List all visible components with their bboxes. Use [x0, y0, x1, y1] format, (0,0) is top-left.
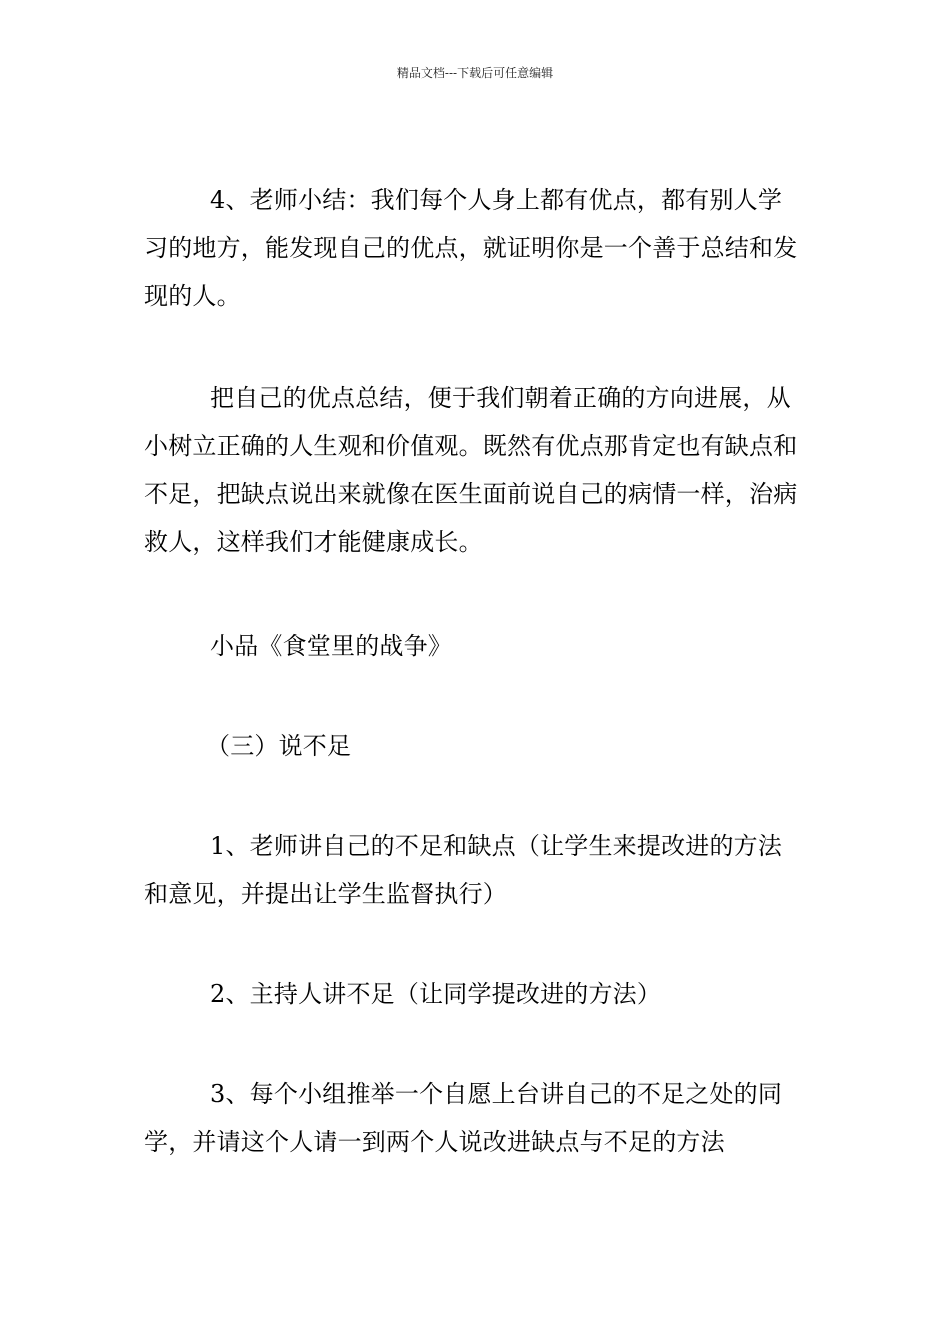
- paragraph-group-volunteer: 3、每个小组推举一个自愿上台讲自己的不足之处的同学，并请这个人请一到两个人说改进缺点与不足的方法: [144, 1080, 783, 1156]
- paragraph-teacher-shortcomings: 1、老师讲自己的不足和缺点（让学生来提改进的方法和意见，并提出让学生监督执行）: [144, 832, 783, 908]
- paragraph-teacher-summary: 4、老师小结：我们每个人身上都有优点，都有别人学习的地方，能发现自己的优点，就证明你是一个善于总结和发现的人。: [144, 186, 798, 310]
- paragraph-skit-title: 小品《食堂里的战争》: [210, 632, 452, 660]
- section-heading-shortcomings: （三）说不足: [206, 732, 352, 760]
- page-header: 精品文档---下载后可任意编辑: [396, 66, 554, 80]
- paragraph-host-shortcomings: 2、主持人讲不足（让同学提改进的方法）: [210, 980, 662, 1008]
- paragraph-strengths-summary: 把自己的优点总结，便于我们朝着正确的方向进展，从小树立正确的人生观和价值观。既然有优点那肯定也有缺点和不足，把缺点说出来就像在医生面前说自己的病情一样，治病救人，这样我们才能健康成长。: [144, 384, 798, 556]
